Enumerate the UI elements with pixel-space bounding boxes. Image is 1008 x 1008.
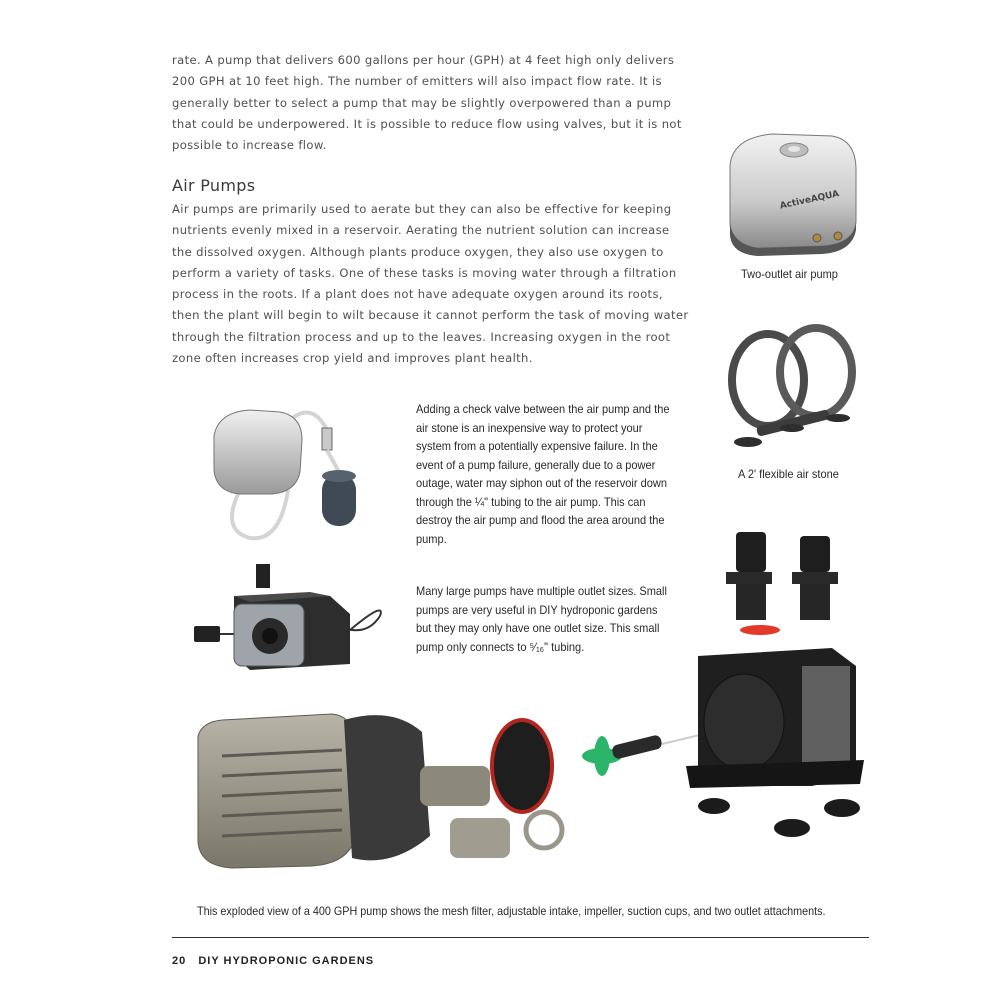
air-pump-check-valve-image xyxy=(210,400,370,550)
running-title: DIY HYDROPONIC GARDENS xyxy=(198,955,375,967)
section-heading-air-pumps: Air Pumps xyxy=(172,176,256,195)
caption-small-pump: Many large pumps have multiple outlet sizes. Small pumps are very useful in DIY hydroponic gardens but they may only have one outlet size. This small pump only connects to ⁵⁄₁₆" tubing. xyxy=(416,584,667,654)
body-paragraph-intro: rate. A pump that delivers 600 gallons per hour (GPH) at 4 feet high only delivers 200 GPH at 10 feet high. The number of emitters will also impact flow rate. It is generally better to select a pump that may be slightly overpowered than a pump that could be underpowered. It is possible to reduce flow using valves, but it is not possible to increase flow. xyxy=(172,53,682,153)
two-outlet-air-pump-image xyxy=(722,126,862,261)
brand-logo-text: ActiveAQUA xyxy=(779,189,841,212)
exploded-pump-image xyxy=(192,636,868,888)
outlet-attachments-image xyxy=(722,530,846,640)
page-footer xyxy=(172,955,374,967)
footer-rule xyxy=(172,937,869,938)
caption-check-valve: Adding a check valve between the air pump and the air stone is an inexpensive way to protect your system from a potentially expensive failure. In the event of a pump failure, generally due to a power outage, water may siphon out of the reservoir down through the ¼" tubing to the air pump. This can destroy the air pump and flood the area around the pump. xyxy=(416,402,670,546)
body-paragraph-air-pumps: Air pumps are primarily used to aerate but they can also be effective for keeping nutrients evenly mixed in a reservoir. Aerating the nutrient solution can increase the dissolved oxygen. Although plants produce oxygen, they also use oxygen to perform a variety of tasks. One of these tasks is moving water through a filtration process in the roots. If a plant does not have adequate oxygen around its roots, then the plant will begin to wilt because it cannot perform the task of moving water through the filtration process and up to the leaves. Increasing oxygen in the root zone often increases crop yield and improves plant health. xyxy=(172,202,689,366)
caption-exploded-view: This exploded view of a 400 GPH pump shows the mesh filter, adjustable intake, impeller, suction cups, and two outlet attachments. xyxy=(197,904,826,918)
caption-air-pump: Two-outlet air pump xyxy=(741,267,838,281)
caption-air-stone: A 2' flexible air stone xyxy=(738,467,839,481)
page-number: 20 xyxy=(172,955,187,967)
flexible-air-stone-image xyxy=(726,320,858,455)
